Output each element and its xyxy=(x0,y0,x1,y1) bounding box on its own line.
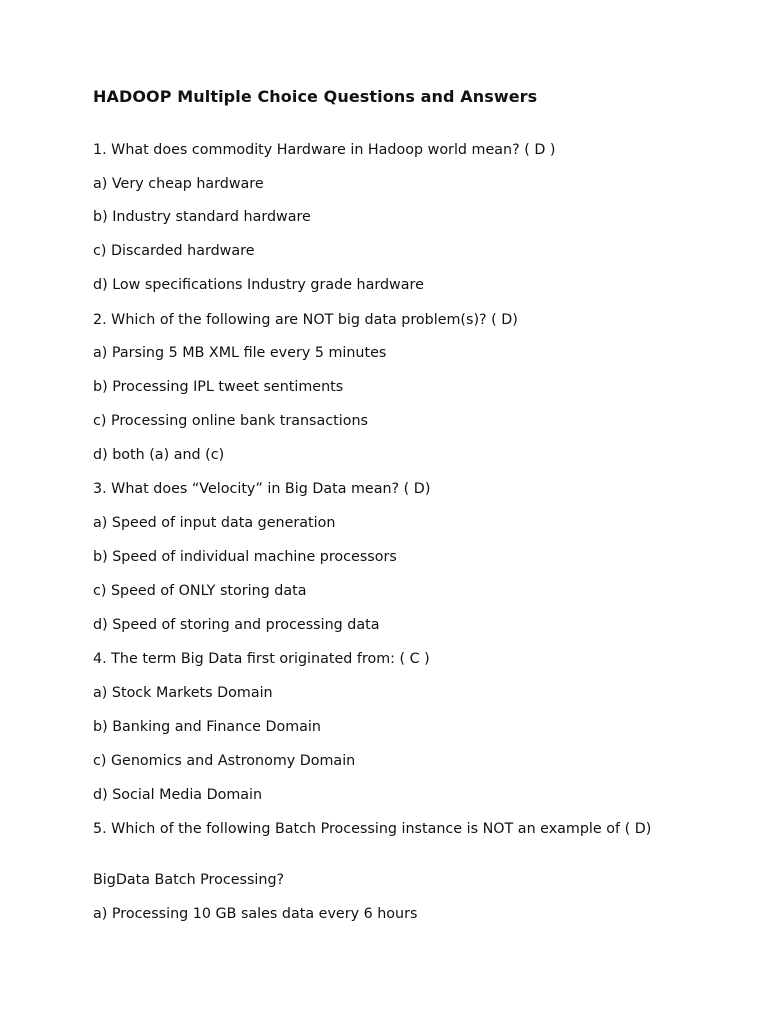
q1-option-a: a) Very cheap hardware xyxy=(93,176,264,192)
q3-option-b: b) Speed of individual machine processors xyxy=(93,549,397,565)
q4-option-d: d) Social Media Domain xyxy=(93,787,263,803)
q4-option-c: c) Genomics and Astronomy Domain xyxy=(93,753,356,769)
q3-option-c: c) Speed of ONLY storing data xyxy=(93,583,307,599)
q2-option-a: a) Parsing 5 MB XML file every 5 minutes xyxy=(93,345,387,361)
question-4: 4. The term Big Data first originated from: ( C ) xyxy=(93,651,430,667)
q3-option-a: a) Speed of input data generation xyxy=(93,515,336,531)
question-1: 1. What does commodity Hardware in Hadoop world mean? ( D ) xyxy=(93,142,556,158)
q3-option-d: d) Speed of storing and processing data xyxy=(93,617,380,633)
q2-option-d: d) both (a) and (c) xyxy=(93,447,225,463)
question-5: 5. Which of the following Batch Processing instance is NOT an example of ( D) xyxy=(93,821,652,837)
q1-option-c: c) Discarded hardware xyxy=(93,243,255,259)
question-5-continuation: BigData Batch Processing? xyxy=(93,872,285,888)
q2-option-c: c) Processing online bank transactions xyxy=(93,413,368,429)
q1-option-d: d) Low specifications Industry grade hardware xyxy=(93,277,424,293)
q1-option-b: b) Industry standard hardware xyxy=(93,209,311,225)
question-3: 3. What does “Velocity” in Big Data mean? ( D) xyxy=(93,481,431,497)
q2-option-b: b) Processing IPL tweet sentiments xyxy=(93,379,344,395)
question-2: 2. Which of the following are NOT big data problem(s)? ( D) xyxy=(93,312,518,328)
q5-option-a: a) Processing 10 GB sales data every 6 hours xyxy=(93,906,418,922)
document-title: HADOOP Multiple Choice Questions and Answers xyxy=(93,87,538,106)
q4-option-b: b) Banking and Finance Domain xyxy=(93,719,321,735)
q4-option-a: a) Stock Markets Domain xyxy=(93,685,273,701)
